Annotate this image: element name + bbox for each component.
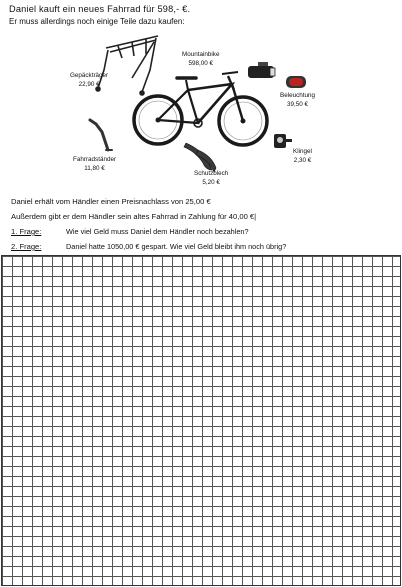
rear-light-image (286, 76, 306, 88)
item-mudguard (194, 170, 228, 187)
item-lighting (280, 92, 315, 109)
intro-line-2: Er muss allerdings noch einige Teile dazu kaufen: (9, 17, 185, 26)
mudguard-image (184, 143, 216, 172)
question-2-label: 2. Frage: (11, 242, 42, 251)
answer-grid[interactable] (1, 255, 401, 586)
discount-text: Daniel erhält vom Händler einen Preisnachlass von 25,00 € (11, 197, 211, 206)
item-mountainbike-price: 598,00 € (188, 59, 213, 67)
item-luggage-rack-name: Gepäckträger (70, 72, 109, 79)
item-luggage-rack-price: 22,90 € (78, 80, 100, 88)
item-kickstand (73, 156, 116, 173)
item-bell-name: Klingel (293, 148, 312, 155)
intro-line-1: Daniel kauft ein neues Fahrrad für 598,- €. (9, 4, 191, 14)
item-mudguard-name: Schutzblech (194, 170, 229, 177)
item-lighting-price: 39,50 € (287, 100, 309, 108)
item-bell-price: 2,30 € (293, 156, 312, 164)
mountainbike-image (134, 72, 267, 145)
item-luggage-rack (70, 72, 108, 89)
kickstand-image (90, 120, 112, 150)
item-mountainbike (182, 51, 219, 68)
headlight-image (248, 62, 275, 78)
item-mudguard-price: 5,20 € (202, 178, 220, 186)
item-mountainbike-name: Mountainbike (182, 51, 220, 58)
question-1-text: Wie viel Geld muss Daniel dem Händler noch bezahlen? (66, 227, 249, 236)
question-2-text: Daniel hatte 1050,00 € gespart. Wie viel Geld bleibt ihm noch übrig? (66, 242, 287, 251)
item-bell (293, 148, 312, 165)
item-lighting-name: Beleuchtung (280, 92, 316, 99)
tradein-text: Außerdem gibt er dem Händler sein altes Fahrrad in Zahlung für 40,00 €| (11, 212, 257, 221)
bell-image (274, 134, 292, 148)
item-kickstand-name: Fahrradständer (73, 156, 117, 163)
item-kickstand-price: 11,80 € (84, 164, 105, 172)
question-1-label: 1. Frage: (11, 227, 42, 236)
